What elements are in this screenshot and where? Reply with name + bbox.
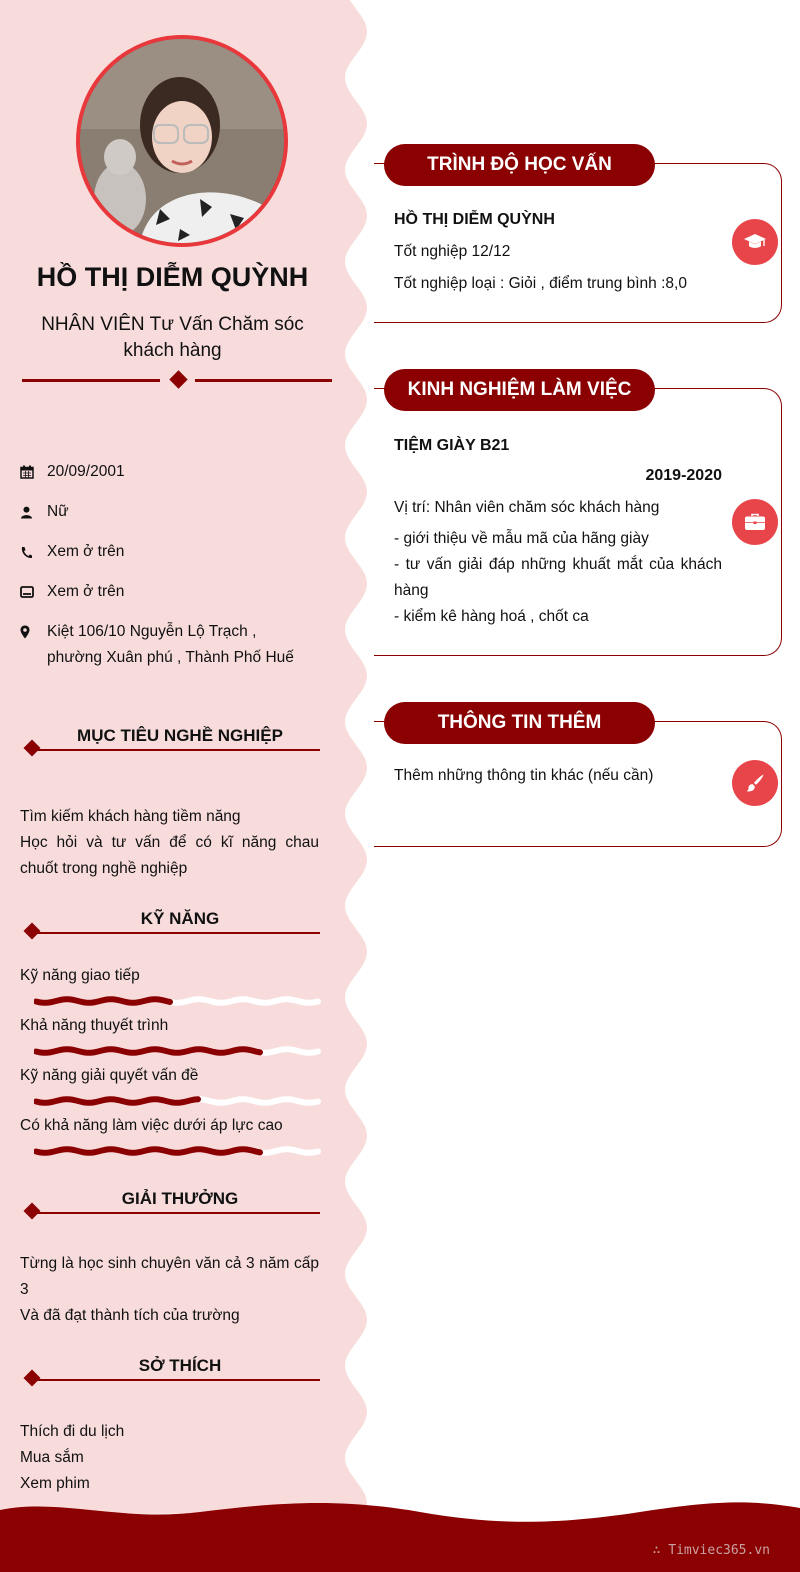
experience-line: - giới thiệu về mẫu mã của hãng giày (394, 530, 649, 547)
contact-birthday (20, 459, 320, 485)
objective-heading (20, 726, 320, 765)
skill-fill (36, 1099, 198, 1103)
experience-line: - kiểm kê hàng hoá , chốt ca (394, 608, 589, 625)
graduation-cap-icon (732, 219, 778, 265)
contact-text: Xem ở trên (47, 543, 125, 560)
contact-phone (20, 539, 320, 565)
contact-gender (20, 499, 320, 525)
awards-heading (20, 1189, 320, 1228)
briefcase-icon (732, 499, 778, 545)
skill-level-bar (34, 1094, 322, 1108)
calendar-icon (20, 459, 47, 485)
extra-title: THÔNG TIN THÊM (384, 702, 655, 744)
experience-line: Vị trí: Nhân viên chăm sóc khách hàng (394, 499, 660, 516)
objective-content (20, 804, 319, 882)
footer-wave (0, 1502, 800, 1572)
contact-email (20, 579, 320, 605)
skills-heading (20, 909, 320, 948)
skill-level-bar (34, 994, 322, 1008)
award-line: Và đã đạt thành tích của trường (20, 1307, 240, 1324)
avatar (76, 35, 288, 247)
skill-fill (36, 1149, 260, 1153)
experience-title: KINH NGHIỆM LÀM VIỆC (384, 369, 655, 411)
job-position: NHÂN VIÊN Tư Vấn Chăm sóc khách hàng (41, 314, 304, 361)
contact-text: Xem ở trên (47, 583, 125, 600)
candidate-name: HỒ THỊ DIỄM QUỲNH (36, 262, 309, 292)
education-line: Tốt nghiệp loại : Giỏi , điểm trung bình :8,0 (394, 275, 687, 292)
hobbies-content (20, 1419, 319, 1497)
skill-fill (36, 999, 170, 1003)
contact-text: Kiệt 106/10 Nguyễn Lộ Trạch , phường Xuân phú , Thành Phố Huế (47, 623, 294, 666)
skill-name: Kỹ năng giải quyết vấn đề (20, 1067, 199, 1084)
paint-brush-icon (732, 760, 778, 806)
hobbies-title: SỞ THÍCH (138, 1356, 222, 1375)
skill-name: Khả năng thuyết trình (20, 1017, 169, 1034)
map-pin-icon (20, 619, 47, 645)
skill-fill (36, 1049, 260, 1053)
contact-text: 20/09/2001 (47, 463, 125, 480)
awards-content (20, 1251, 319, 1329)
skill-name: Có khả năng làm việc dưới áp lực cao (20, 1117, 283, 1134)
watermark: ∴ Timviec365.vn (652, 1543, 770, 1558)
skill-level-bar (34, 1044, 322, 1058)
experience-company: TIỆM GIÀY B21 (394, 437, 510, 454)
contact-address (20, 619, 320, 671)
objective-title: MỤC TIÊU NGHỀ NGHIỆP (77, 726, 283, 745)
user-icon (20, 499, 47, 525)
contact-text: Nữ (47, 503, 69, 520)
skill-level-bar (34, 1144, 322, 1158)
email-icon (20, 579, 47, 605)
education-school: HỒ THỊ DIỄM QUỲNH (394, 211, 555, 228)
hobby-line: Thích đi du lịch (20, 1423, 125, 1440)
awards-title: GIẢI THƯỞNG (121, 1189, 239, 1208)
objective-line: Tìm kiếm khách hàng tiềm năng (20, 808, 241, 825)
skills-title: KỸ NĂNG (140, 909, 220, 928)
experience-line: - tư vấn giải đáp những khuất mắt của khách hàng (394, 556, 722, 599)
hobby-line: Mua sắm (20, 1449, 84, 1466)
hobbies-heading (20, 1356, 320, 1395)
phone-icon (20, 539, 47, 565)
education-line: Tốt nghiệp 12/12 (394, 243, 511, 260)
name-divider (22, 370, 332, 390)
skill-name: Kỹ năng giao tiếp (20, 967, 140, 984)
experience-period: 2019-2020 (645, 467, 722, 484)
hobby-line: Xem phim (20, 1475, 90, 1492)
objective-line: Học hỏi và tư vấn để có kĩ năng chau chuốt trong nghề nghiệp (20, 834, 319, 877)
education-title: TRÌNH ĐỘ HỌC VẤN (384, 144, 655, 186)
extra-text: Thêm những thông tin khác (nếu cần) (394, 767, 654, 784)
award-line: Từng là học sinh chuyên văn cả 3 năm cấp 3 (20, 1255, 319, 1298)
